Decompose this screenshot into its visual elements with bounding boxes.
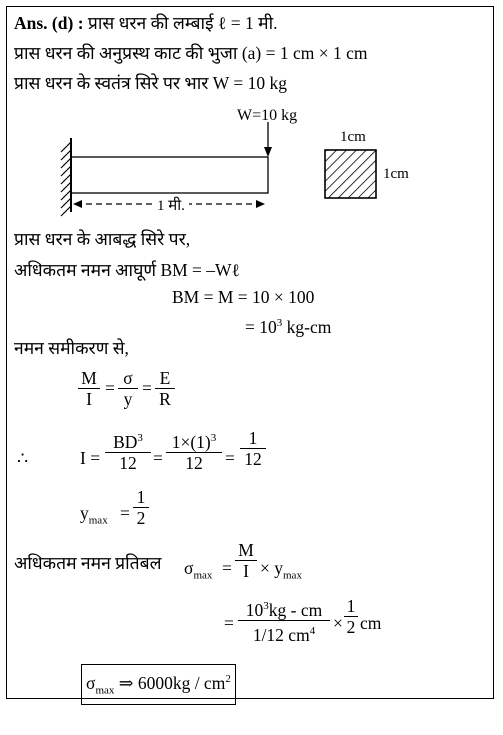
times-ymax: × $y_{max}$ xyxy=(260,558,302,582)
load-arrow-head xyxy=(264,147,272,157)
max-moment-text: अधिकतम नमन आघूर्ण BM = –Wℓ xyxy=(14,260,240,280)
equals-sign: = xyxy=(105,378,115,398)
wall-hatch xyxy=(61,142,71,216)
span-arrow-left xyxy=(73,200,82,208)
fraction-mid: $\frac{1\times(1)^3}{12}$ xyxy=(166,428,222,473)
bm-equation: BM = M = 10 × 100 xyxy=(172,287,315,307)
equals-sign: = xyxy=(224,613,234,633)
max-stress-text: अधिकतम नमन प्रतिबल xyxy=(14,553,162,573)
section-square xyxy=(325,150,376,198)
fraction-sigma-over-y: $\frac{\sigma}{y}$ xyxy=(118,368,138,409)
fraction-M-over-I-stress: $\frac{M}{I}$ xyxy=(235,540,257,581)
fraction-BD3-over-12: $\frac{BD^3}{12}$ xyxy=(105,428,151,473)
load-label: W=10 kg xyxy=(237,107,298,124)
bm-result: = $10^3$ kg-cm xyxy=(245,316,332,337)
fraction-E-over-R: $\frac{E}{R}$ xyxy=(155,368,175,409)
answer-line-1 xyxy=(14,13,278,33)
section-height-label: 1cm xyxy=(383,166,409,182)
beam-rect xyxy=(71,157,268,193)
bending-equation-text: नमन समीकरण से, xyxy=(14,338,129,358)
equals-sign: = xyxy=(222,558,232,578)
inertia-lhs: I = xyxy=(80,448,101,468)
sigma-max-lhs: $\sigma_{max}$ xyxy=(184,558,213,582)
beam-length-text: प्रास धरन की लम्बाई ℓ = 1 मी. xyxy=(87,13,278,33)
result-box: $\sigma_{max}$ ⇒ $6000kg / cm^2$ xyxy=(81,664,236,705)
fraction-1-over-2: $\frac{1}{2}$ xyxy=(133,487,149,528)
equals-sign: = xyxy=(225,448,235,468)
fraction-1-over-12: $\frac{1}{12}$ xyxy=(240,428,266,469)
fixed-end-text: प्रास धरन के आबद्ध सिरे पर, xyxy=(14,229,191,249)
fraction-M-over-I: $\frac{M}{I}$ xyxy=(78,368,100,409)
times-sign: × xyxy=(333,613,343,633)
equals-sign: = xyxy=(120,503,130,523)
equals-sign: = xyxy=(142,378,152,398)
span-arrow-right xyxy=(256,200,265,208)
free-end-load-text: प्रास धरन के स्वतंत्र सिरे पर भार W = 10 kg xyxy=(14,73,287,93)
section-width-label: 1cm xyxy=(340,129,366,145)
equals-sign: = xyxy=(153,448,163,468)
ymax-lhs: $y_{max}$ xyxy=(80,503,108,527)
therefore-symbol: ∴ xyxy=(17,448,29,468)
span-label: 1 मी. xyxy=(153,196,189,216)
cross-section-text: प्रास धरन की अनुप्रस्थ काट की भुजा (a) = 1 cm × 1 cm xyxy=(14,43,368,63)
cm-unit: cm xyxy=(360,613,382,633)
fraction-half: $\frac{1}{2}$ xyxy=(344,596,358,637)
fraction-stress-value: $\frac{10^3kg - cm}{1/12 cm^4}$ xyxy=(238,596,330,645)
answer-label: Ans. (d) : xyxy=(14,13,84,33)
